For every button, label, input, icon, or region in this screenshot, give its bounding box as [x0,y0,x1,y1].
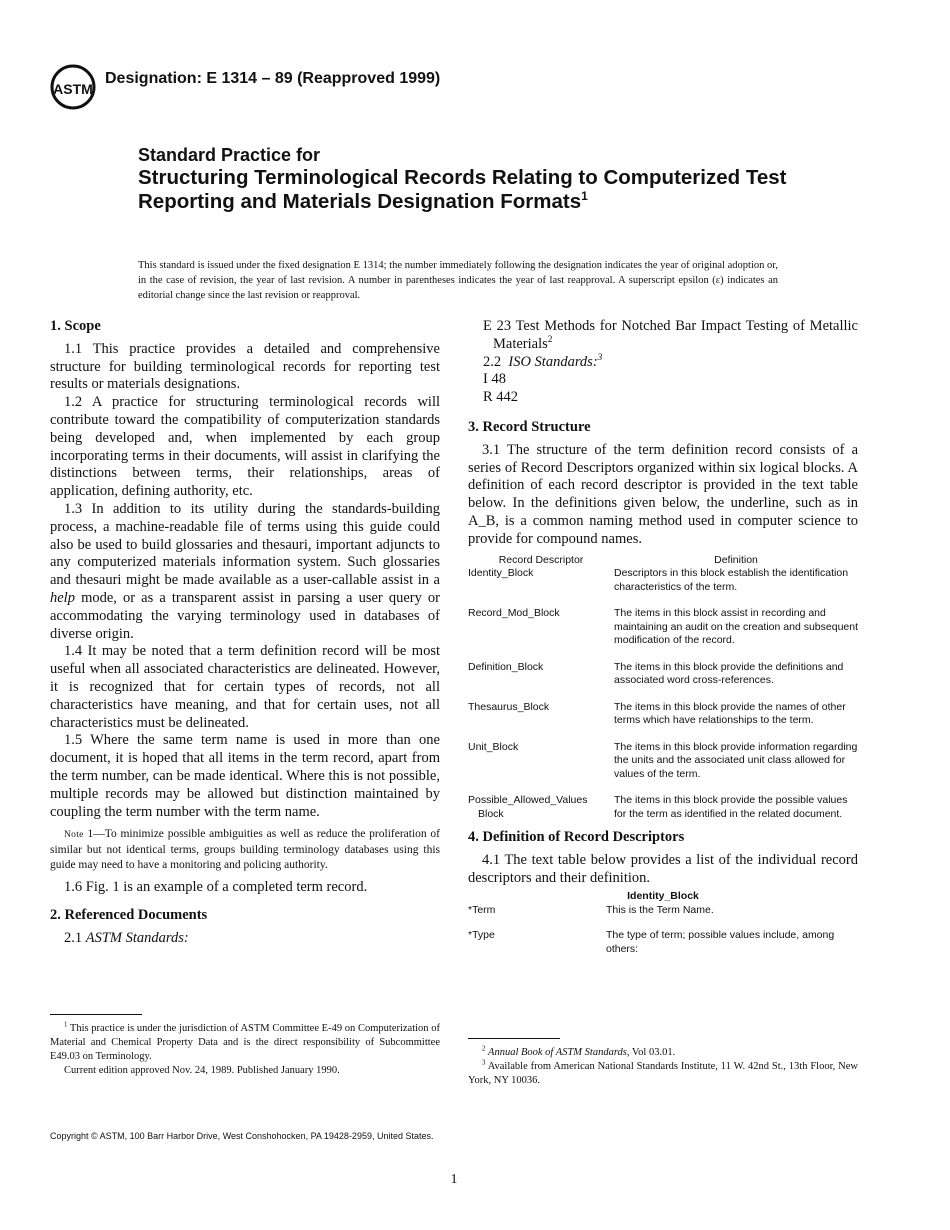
paragraph-2-2-num: 2.2 [483,353,502,370]
paragraph-1-4: 1.4 It may be noted that a term definition record will be most useful when all associated characteristics are delineated. However, it is recognized that for certain types of records, not all characteristics have meaning, and that for certain uses, not all characteristics must be delineated. [50,643,440,731]
table-row [468,904,858,918]
record-descriptor-name: Unit_Block [468,740,519,753]
paragraph-2-2-italic: ISO Standards: [508,353,598,370]
record-descriptor-definition: The items in this block provide information regarding the units and the associated unit class allowed for values of the term. [614,740,858,780]
reference-e23-footnote-ref: 2 [547,334,553,345]
footnote-rule-right [468,1038,560,1039]
paragraph-1-1: 1.1 This practice provides a detailed and comprehensive structure for building terminological records for reporting test results or materials designations. [50,340,440,393]
paragraph-1-3-part-b: mode, or as a transparent assist in parsing a user query or accommodating the varying terminology used in databases of diverse origin. [50,589,440,642]
reference-e23 [468,318,858,354]
paragraph-1-3-italic: help [50,589,75,606]
table-row [468,661,858,688]
record-descriptor-name: Thesaurus_Block [468,700,550,713]
record-descriptor-definition: The items in this block provide the definitions and associated word cross-references. [614,660,844,687]
left-column [50,318,440,948]
reference-iso-1: I 48 [483,371,506,388]
copyright-line: Copyright © ASTM, 100 Barr Harbor Drive, West Conshohocken, PA 19428-2959, United States. [50,1131,434,1141]
page-number: 1 [450,1172,458,1187]
footnote-2-text: , Vol 03.01. [626,1047,676,1058]
section-heading-referenced: 2. Referenced Documents [50,907,208,924]
descriptor-name: *Type [468,929,495,942]
footnote-1-num: 1 [64,1021,68,1029]
footnote-1-text: This practice is under the jurisdiction of ASTM Committee E-49 on Computerization of Material and Chemical Property Data and is the direct responsibility of Subcommittee E49.03 on Terminology. [50,1023,440,1062]
footnotes-right [468,1046,858,1088]
descriptor-definition: This is the Term Name. [606,903,714,916]
paragraph-2-1 [50,930,440,948]
issue-note: This standard is issued under the fixed designation E 1314; the number immediately following the designation indicates the year of original adoption or, in the case of revision, the year of last revision. A number in parentheses indicates the year of last reapproval. A superscript epsilon (ε) indicates an editorial change since the last revision or reapproval. [138,260,778,301]
title-prefix: Standard Practice for [138,145,321,165]
paragraph-1-5: 1.5 Where the same term name is used in more than one document, it is hoped that all items in the term record, apart from the term number, can be made identical. Where this is not possible, multiple records may be allowed but distinction maintained by coupling the term number with the term name. [50,732,440,820]
footnote-2 [468,1046,858,1060]
footnote-3 [468,1060,858,1088]
paragraph-1-6: 1.6 Fig. 1 is an example of a completed term record. [64,879,368,896]
paragraph-1-2: 1.2 A practice for structuring terminological records will contribute toward the compatibility of computerization standards being developed and, when implemented by each group incorporating terms in their documents, will assist in clarifying the distinctions between terms, their relationships, areas of application, defining authority, etc. [50,394,440,500]
record-descriptor-name: Definition_Block [468,660,544,673]
paragraph-3-1: 3.1 The structure of the term definition record consists of a series of Record Descriptors organized within six logical blocks. A definition of each record descriptor is provided in the text table below. In the definitions given below, the underline, such as in A_B, is a common naming method used in computer science to provide for compound names. [468,441,858,547]
svg-text:ASTM: ASTM [53,81,93,97]
right-column [468,318,858,968]
paragraph-2-1-italic: ASTM Standards: [85,929,189,946]
section-heading-definitions: 4. Definition of Record Descriptors [468,829,685,846]
identity-block-title: Identity_Block [627,890,699,903]
table-row [468,794,858,821]
table-row [468,741,858,782]
record-table-header [468,554,858,568]
title-footnote-ref: 1 [581,188,588,203]
identity-block-table [468,890,858,956]
footnote-3-num: 3 [482,1059,486,1067]
descriptor-name: *Term [468,903,496,916]
title-main-text: Structuring Terminological Records Relating to Computerized Test Reporting and Materials Designation Formats [138,166,787,213]
reference-iso-2: R 442 [483,389,519,406]
note-text: 1—To minimize possible ambiguities as well as reduce the proliferation of similar but not identical terms, groups building terminology databases using this guide may need to have a monitoring and policing authority. [50,828,441,872]
record-descriptor-name: Identity_Block [468,567,534,580]
note-label: Note [64,830,84,841]
title-main [138,166,838,213]
record-descriptor-table [468,554,858,822]
footnote-2-italic: Annual Book of ASTM Standards [488,1047,627,1058]
record-descriptor-definition: The items in this block provide the names of other terms which have relationships to the term. [614,700,846,727]
footnote-rule-left [50,1014,142,1015]
paragraph-2-1-num: 2.1 [64,929,83,946]
paragraph-4-1: 4.1 The text table below provides a list of the individual record descriptors and their definition. [468,851,858,886]
paragraph-1-3 [50,501,440,643]
document-title [138,144,838,213]
section-heading-scope: 1. Scope [50,318,101,334]
designation: Designation: E 1314 – 89 (Reapproved 1999) [105,70,441,87]
footnote-3-text: Available from American National Standards Institute, 11 W. 42nd St., 13th Floor, New York, NY 10036. [468,1061,858,1086]
record-descriptor-name: Record_Mod_Block [468,607,560,620]
descriptor-definition: The type of term; possible values include, among others: [606,929,835,955]
record-descriptor-name: Possible_Allowed_Values Block [468,794,588,820]
record-descriptor-definition: The items in this block assist in recording and maintaining an audit on the creation and subsequent modification of the record. [614,607,859,647]
astm-logo [50,64,96,110]
section-heading-record-structure: 3. Record Structure [468,418,591,435]
record-descriptor-definition: Descriptors in this block establish the identification characteristics of the term. [614,567,849,593]
record-table-col2-header: Definition [714,553,758,566]
table-row [468,701,858,728]
note-1 [50,827,440,873]
paragraph-2-2-footnote-ref: 3 [597,352,603,363]
footnotes-left [50,1022,440,1078]
table-row [468,567,858,594]
paragraph-2-2 [468,354,858,372]
reference-e23-text: E 23 Test Methods for Notched Bar Impact Testing of Metallic Materials [483,318,858,352]
record-descriptor-definition: The items in this block provide the possible values for the term as identified in the related document. [614,794,848,820]
record-table-col1-header: Record Descriptor [498,553,584,566]
footnote-1-edition: Current edition approved Nov. 24, 1989. Published January 1990. [64,1065,340,1076]
footnote-1 [50,1022,440,1064]
paragraph-1-3-part-a: 1.3 In addition to its utility during the standards-building process, a machine-readable file of terms using this guide could also be used to build glossaries and thesauri, important adjuncts to any computerized materials information system. Such glossaries and thesauri might be made available as a user-callable assist in a [50,500,440,589]
table-row [468,929,858,956]
footnote-2-num: 2 [482,1045,486,1053]
table-row [468,607,858,648]
